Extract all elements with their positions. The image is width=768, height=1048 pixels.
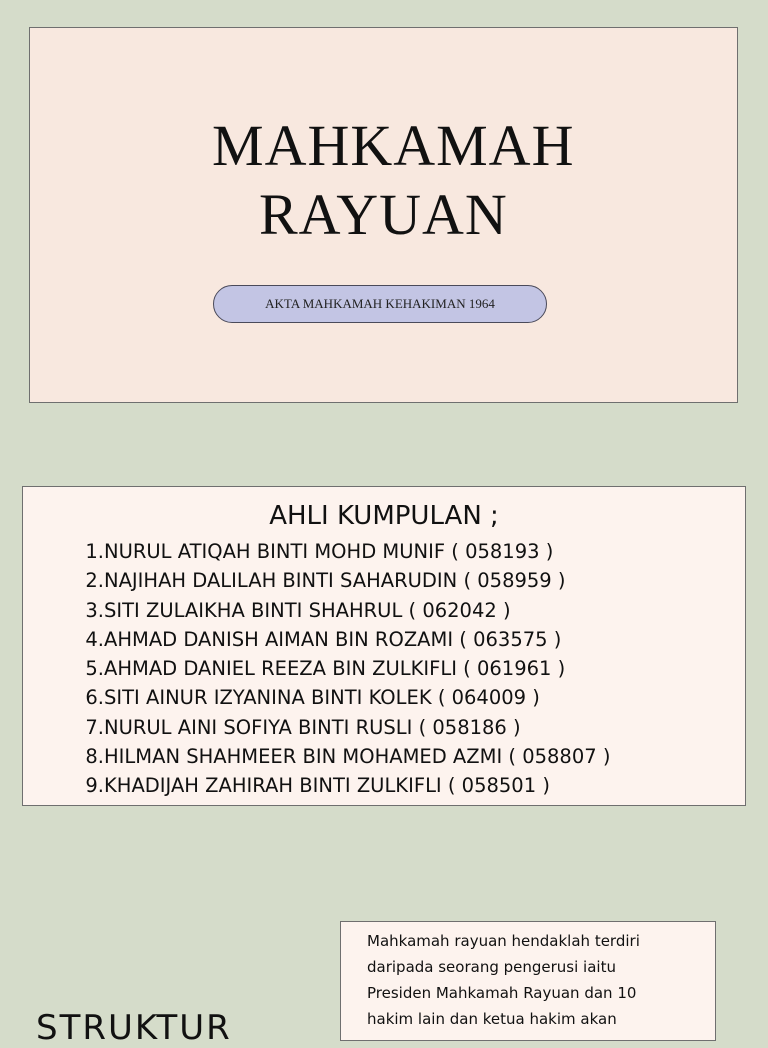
list-item-text: SITI ZULAIKHA BINTI SHAHRUL ( 062042 ) <box>104 598 511 622</box>
list-item <box>79 625 610 654</box>
info-line-2: daripada seorang pengerusi iaitu <box>367 958 616 976</box>
subtitle-pill: AKTA MAHKAMAH KEHAKIMAN 1964 <box>213 285 547 323</box>
list-item <box>79 742 610 771</box>
list-item-text: NAJIHAH DALILAH BINTI SAHARUDIN ( 058959 ) <box>104 569 566 593</box>
title-line-2: RAYUAN <box>259 182 508 247</box>
title-card <box>29 27 738 403</box>
list-item-number: 4. <box>85 627 104 651</box>
list-item-text: NURUL AINI SOFIYA BINTI RUSLI ( 058186 ) <box>104 715 521 739</box>
info-line-4: hakim lain dan ketua hakim akan <box>367 1010 617 1028</box>
list-item-number: 8. <box>85 745 104 769</box>
title-line-1: MAHKAMAH <box>212 113 575 178</box>
info-line-1: Mahkamah rayuan hendaklah terdiri <box>367 932 640 950</box>
members-heading: AHLI KUMPULAN ; <box>269 501 499 531</box>
list-item-text: NURUL ATIQAH BINTI MOHD MUNIF ( 058193 ) <box>104 540 554 563</box>
list-item-number: 5. <box>85 657 104 681</box>
info-text-box <box>340 921 716 1041</box>
list-item <box>79 683 610 712</box>
members-card <box>22 486 746 806</box>
list-item <box>79 771 610 800</box>
list-item-text: AHMAD DANISH AIMAN BIN ROZAMI ( 063575 ) <box>104 627 562 651</box>
list-item <box>79 654 610 683</box>
list-item-number: 3. <box>85 598 104 622</box>
members-list <box>79 537 610 801</box>
list-item-number: 9. <box>85 774 104 798</box>
list-item <box>79 566 610 595</box>
list-item-text: KHADIJAH ZAHIRAH BINTI ZULKIFLI ( 058501 ) <box>104 774 550 798</box>
list-item <box>79 596 610 625</box>
section-heading-struktur: STRUKTUR <box>36 1008 232 1048</box>
list-item <box>79 537 610 566</box>
list-item-number: 2. <box>85 569 104 593</box>
list-item-number: 7. <box>85 715 104 739</box>
list-item <box>79 713 610 742</box>
list-item-text: SITI AINUR IZYANINA BINTI KOLEK ( 064009 ) <box>104 686 540 710</box>
info-line-3: Presiden Mahkamah Rayuan dan 10 <box>367 984 637 1002</box>
list-item-number: 6. <box>85 686 104 710</box>
list-item-text: HILMAN SHAHMEER BIN MOHAMED AZMI ( 058807 ) <box>104 745 611 769</box>
list-item-text: AHMAD DANIEL REEZA BIN ZULKIFLI ( 061961 ) <box>104 657 566 681</box>
list-item-number: 1. <box>85 540 104 563</box>
